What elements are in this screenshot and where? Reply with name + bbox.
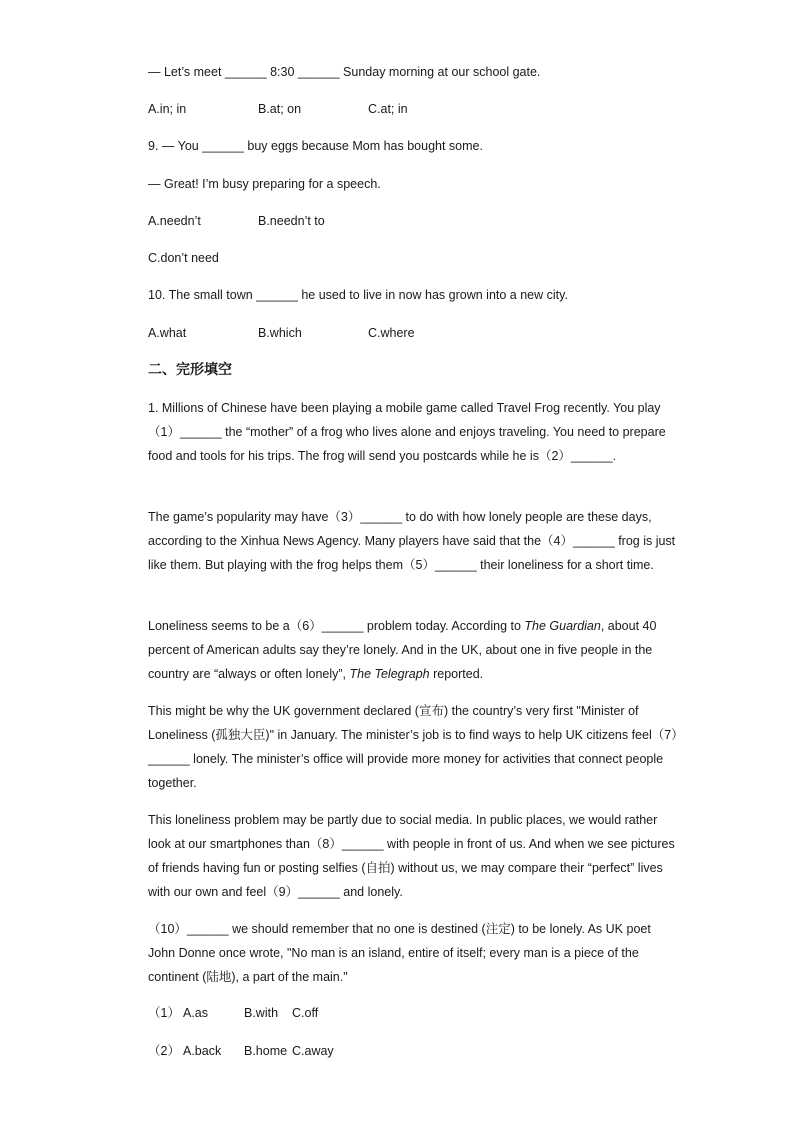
- p3-text-a: Loneliness seems to be a（6）______ problem today. According to: [148, 619, 525, 633]
- q9-options-row1: [148, 213, 368, 229]
- cloze-1-option-c: C.off: [292, 1006, 319, 1020]
- cloze-1-option-b: B.with: [244, 1006, 279, 1020]
- passage-paragraph-6: （10）______ we should remember that no one is destined (注定) to be lonely. As UK poet John Donne once wrote, "No man is an island, entire of itself; every man is a piece of the continent (陆地), a part of the main.": [148, 922, 651, 984]
- cloze-2-number: （2）: [148, 1044, 180, 1058]
- passage-paragraph-3: [148, 614, 678, 686]
- q9-option-b: B.needn’t to: [258, 214, 325, 228]
- q10-options: [148, 325, 478, 341]
- cloze-1-number: （1）: [148, 1006, 180, 1020]
- cloze-1-option-a: A.as: [183, 1006, 209, 1020]
- section-title: 二、完形填空: [148, 362, 232, 378]
- q8-option-a: A.in; in: [148, 102, 187, 116]
- q8-dialog-line: — Let’s meet ______ 8:30 ______ Sunday morning at our school gate.: [148, 65, 541, 79]
- p3-source-telegraph: The Telegraph: [349, 667, 430, 681]
- q9-reply: — Great! I’m busy preparing for a speech.: [148, 177, 381, 191]
- passage-paragraph-5: This loneliness problem may be partly due to social media. In public places, we would rather look at our smartphones than（8）______ with people in front of us. And when we see pictures of friends having fun or posting selfies (自拍) without us, we may compare their “perfect” lives with our own and feel（9）______ and lonely.: [148, 813, 675, 899]
- cloze-2-option-c: C.away: [292, 1044, 334, 1058]
- cloze-options-2: [148, 1043, 334, 1059]
- passage-paragraph-4: This might be why the UK government declared (宣布) the country’s very first "Minister of Loneliness (孤独大臣)" in January. The minister’s job is to find ways to help UK citizens feel（7）______ lonely. The minister’s office will provide more money for activities that connect people together.: [148, 704, 678, 790]
- p3-source-guardian: The Guardian: [524, 619, 601, 633]
- q8-option-b: B.at; on: [258, 102, 302, 116]
- p3-text-b: , about 40 percent of American adults say they’re lonely. And in the UK, about one in five people in the country are “always or often lonely”,: [148, 619, 657, 681]
- q9-option-a: A.needn’t: [148, 214, 201, 228]
- q9-options-row2: [148, 250, 219, 266]
- p3-text-c: reported.: [429, 667, 484, 681]
- q10-question: 10. The small town ______ he used to live in now has grown into a new city.: [148, 288, 568, 302]
- q9-question: 9. — You ______ buy eggs because Mom has bought some.: [148, 139, 483, 153]
- q10-option-a: A.what: [148, 326, 187, 340]
- q10-option-c: C.where: [368, 326, 415, 340]
- q8-option-c: C.at; in: [368, 102, 408, 116]
- q8-options: [148, 101, 478, 117]
- passage-paragraph-2: The game’s popularity may have（3）______ to do with how lonely people are these days, according to the Xinhua News Agency. Many players have said that the（4）______ frog is just like them. But playing with the frog helps them（5）______ their loneliness for a short time.: [148, 510, 676, 572]
- passage-paragraph-1: 1. Millions of Chinese have been playing a mobile game called Travel Frog recently. You play （1）______ the “mother” of a frog who lives alone and enjoys traveling. You need to prepare food and tools for his trips. The frog will send you postcards while he is（2）______.: [148, 401, 666, 463]
- cloze-2-option-a: A.back: [183, 1044, 222, 1058]
- cloze-options-1: [148, 1005, 318, 1021]
- cloze-2-option-b: B.home: [244, 1044, 288, 1058]
- q9-option-c: C.don’t need: [148, 251, 219, 265]
- q10-option-b: B.which: [258, 326, 302, 340]
